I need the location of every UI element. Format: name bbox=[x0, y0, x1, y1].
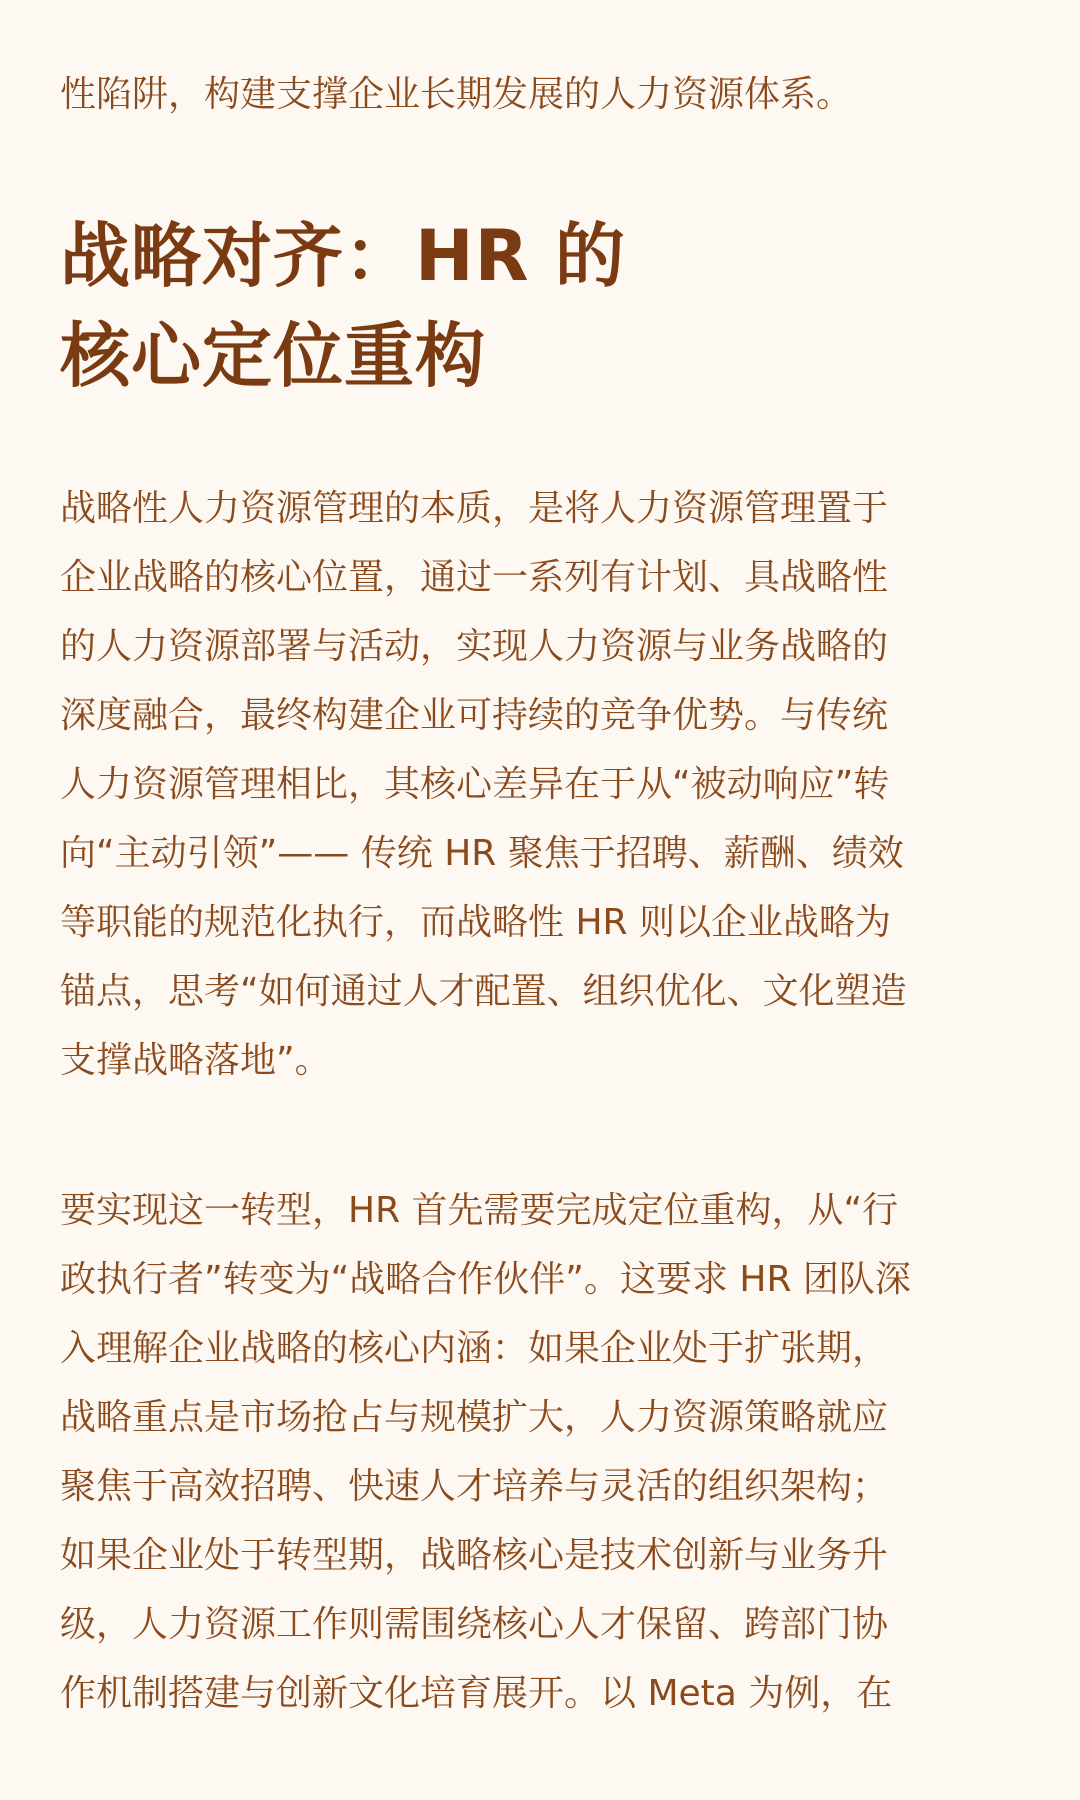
paragraph-1-line: 人力资源管理相比，其核心差异在于从“被动响应”转 bbox=[60, 764, 890, 805]
paragraph-2-line: 级，人力资源工作则需围绕核心人才保留、跨部门协 bbox=[60, 1604, 889, 1645]
paragraph-2-line: 作机制搭建与创新文化培育展开。以 Meta 为例，在 bbox=[60, 1673, 893, 1714]
paragraph-1-line: 向“主动引领”—— 传统 HR 聚焦于招聘、薪酬、绩效 bbox=[60, 833, 904, 874]
paragraph-1-line: 深度融合，最终构建企业可持续的竞争优势。与传统 bbox=[60, 695, 889, 736]
paragraph-2 bbox=[60, 1176, 911, 1728]
paragraph-2-line: 如果企业处于转型期，战略核心是技术创新与业务升 bbox=[60, 1535, 889, 1576]
paragraph-1-line: 等职能的规范化执行，而战略性 HR 则以企业战略为 bbox=[60, 902, 891, 943]
paragraph-1-line: 支撑战略落地”。 bbox=[60, 1040, 331, 1081]
paragraph-2-line: 聚焦于高效招聘、快速人才培养与灵活的组织架构； bbox=[60, 1466, 889, 1507]
paragraph-1-line: 企业战略的核心位置，通过一系列有计划、具战略性 bbox=[60, 557, 889, 598]
paragraph-2-line: 战略重点是市场抢占与规模扩大，人力资源策略就应 bbox=[60, 1397, 889, 1438]
paragraph-1-line: 战略性人力资源管理的本质，是将人力资源管理置于 bbox=[60, 488, 889, 529]
paragraph-2-line: 入理解企业战略的核心内涵：如果企业处于扩张期， bbox=[60, 1328, 889, 1369]
paragraph-1-line: 锚点，思考“如何通过人才配置、组织优化、文化塑造 bbox=[60, 971, 907, 1012]
section-heading-line-1: 战略对齐：HR 的 bbox=[60, 215, 626, 297]
paragraph-2-line: 政执行者”转变为“战略合作伙伴”。这要求 HR 团队深 bbox=[60, 1259, 911, 1300]
intro-line: 性陷阱，构建支撑企业长期发展的人力资源体系。 bbox=[60, 74, 853, 115]
section-heading-line-2: 核心定位重构 bbox=[60, 315, 486, 397]
paragraph-1 bbox=[60, 474, 907, 1095]
section-heading bbox=[60, 206, 626, 406]
paragraph-2-line: 要实现这一转型，HR 首先需要完成定位重构，从“行 bbox=[60, 1190, 899, 1231]
paragraph-1-line: 的人力资源部署与活动，实现人力资源与业务战略的 bbox=[60, 626, 889, 667]
